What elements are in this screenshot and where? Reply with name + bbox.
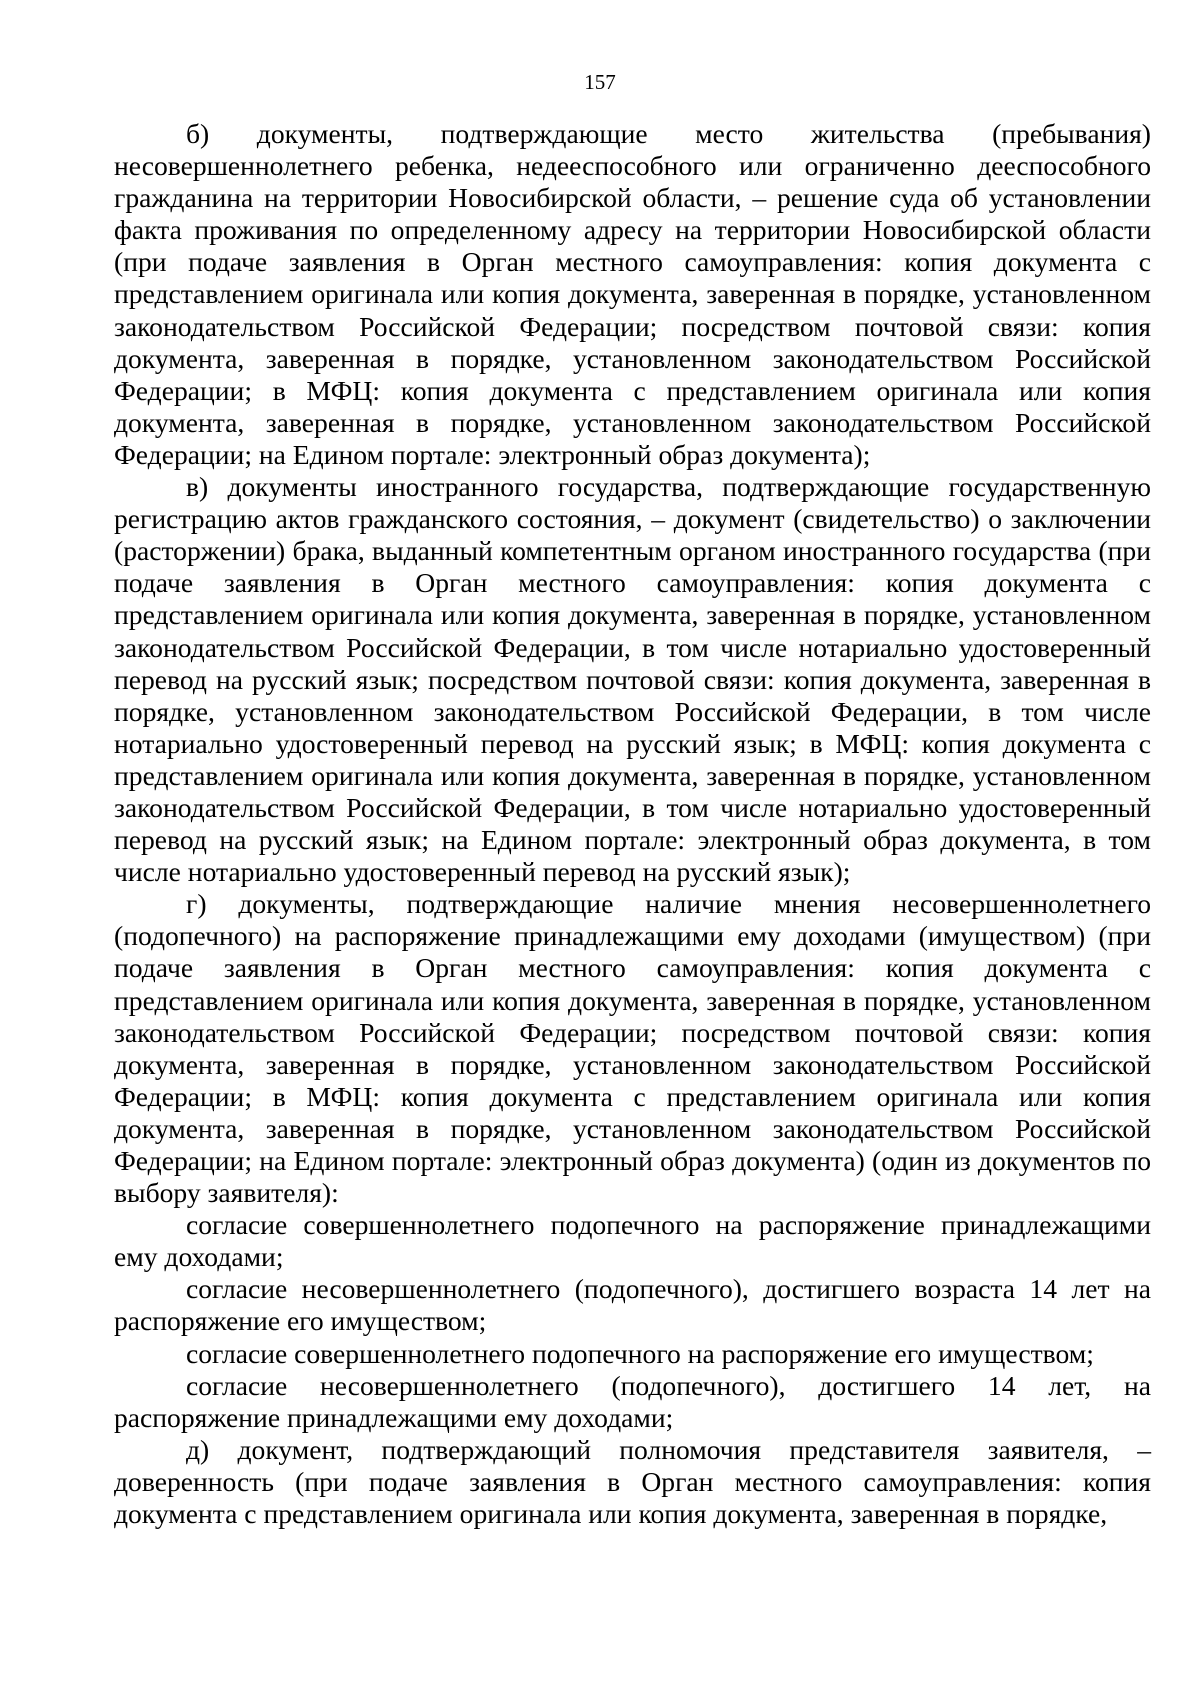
list-item-consent-adult-income: согласие совершеннолетнего подопечного на распоряжение принадлежащими ему доходами; xyxy=(114,1209,1151,1273)
page-number: 157 xyxy=(584,70,616,94)
paragraph-d-representative-authority: д) документ, подтверждающий полномочия представителя заявителя, – доверенность (при подаче заявления в Орган местного самоуправления: копия документа с представлением оригинала или копия документа, заверенная в порядке, xyxy=(114,1433,1151,1530)
document-body xyxy=(114,118,1151,1530)
paragraph-v-foreign-documents: в) документы иностранного государства, подтверждающие государственную регистрацию актов гражданского состояния, – документ (свидетельство) о заключении (расторжении) брака, выданный компетентным органом иностранного государства (при подаче заявления в Орган местного самоуправления: копия документа с представлением оригинала или копия документа, заверенная в порядке, установленном законодательством Российской Федерации, в том числе нотариально удостоверенный перевод на русский язык; посредством почтовой связи: копия документа, заверенная в порядке, установленном законодательством Российской Федерации, в том числе нотариально удостоверенный перевод на русский язык; в МФЦ: копия документа с представлением оригинала или копия документа, заверенная в порядке, установленном законодательством Российской Федерации, в том числе нотариально удостоверенный перевод на русский язык; на Едином портале: электронный образ документа, в том числе нотариально удостоверенный перевод на русский язык); xyxy=(114,471,1151,888)
list-item-consent-adult-property: согласие совершеннолетнего подопечного на распоряжение его имуществом; xyxy=(186,1337,1094,1369)
list-item-consent-minor-income: согласие несовершеннолетнего (подопечного), достигшего 14 лет, на распоряжение принадлежащими ему доходами; xyxy=(114,1369,1151,1433)
list-item-consent-minor-property: согласие несовершеннолетнего (подопечного), достигшего возраста 14 лет на распоряжение его имуществом; xyxy=(114,1273,1151,1337)
paragraph-b-residence-documents: б) документы, подтверждающие место жительства (пребывания) несовершеннолетнего ребенка, недееспособного или ограниченно дееспособного гражданина на территории Новосибирской области, – решение суда об установлении факта проживания по определенному адресу на территории Новосибирской области (при подаче заявления в Орган местного самоуправления: копия документа с представлением оригинала или копия документа, заверенная в порядке, установленном законодательством Российской Федерации; посредством почтовой связи: копия документа, заверенная в порядке, установленном законодательством Российской Федерации; в МФЦ: копия документа с представлением оригинала или копия документа, заверенная в порядке, установленном законодательством Российской Федерации; на Едином портале: электронный образ документа); xyxy=(114,118,1151,470)
paragraph-g-minor-opinion-documents: г) документы, подтверждающие наличие мнения несовершеннолетнего (подопечного) на распоряжение принадлежащими ему доходами (имуществом) (при подаче заявления в Орган местного самоуправления: копия документа с представлением оригинала или копия документа, заверенная в порядке, установленном законодательством Российской Федерации; посредством почтовой связи: копия документа, заверенная в порядке, установленном законодательством Российской Федерации; в МФЦ: копия документа с представлением оригинала или копия документа, заверенная в порядке, установленном законодательством Российской Федерации; на Едином портале: электронный образ документа) (один из документов по выбору заявителя): xyxy=(114,888,1151,1209)
